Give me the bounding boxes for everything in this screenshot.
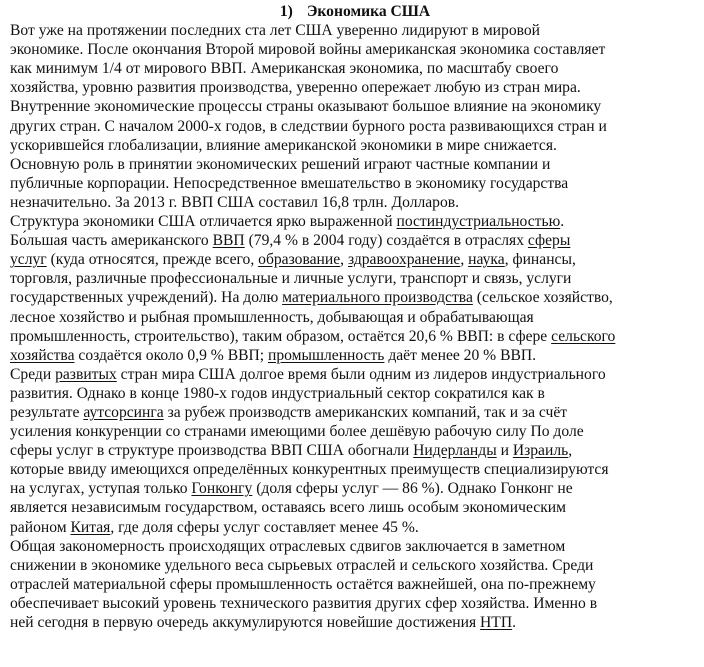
- text-line: [10, 231, 700, 250]
- text-line: [10, 460, 700, 479]
- text-run: ускорившейся глобализации, влияние американской экономики в мире снижается.: [10, 136, 557, 154]
- text-run: ,: [568, 442, 573, 460]
- text-line: [10, 613, 700, 632]
- text-line: [10, 422, 700, 441]
- hyperlink[interactable]: материального производства: [282, 289, 473, 307]
- text-run: усиления конкуренции со странами имеющими более дешёвую рабочую силу По доле: [10, 423, 584, 441]
- text-run: лесное хозяйство и рыбная промышленность, добывающая и обрабатывающая: [10, 308, 534, 326]
- text-line: [10, 59, 700, 78]
- text-run: Внутренние экономические процессы страны оказывают большое влияние на экономику: [10, 98, 602, 116]
- text-run: , финансы,: [504, 251, 576, 269]
- text-line: [10, 441, 700, 460]
- text-run: хозяйства, уровню развития производства, уверенно опережает любую из стран мира.: [10, 79, 581, 97]
- text-line: [10, 575, 700, 594]
- text-run: как минимум 1/4 от мирового ВВП. Американская экономика, по масштабу своего: [10, 60, 559, 78]
- text-run: незначительно. За 2013 г. ВВП США составил 16,8 трлн. Долларов.: [10, 193, 460, 211]
- text-run: публичные корпорации. Непосредственное вмешательство в экономику государства: [10, 174, 569, 192]
- text-run: ,: [340, 251, 348, 269]
- text-line: [10, 78, 700, 97]
- text-run: торговля, различные профессиональные и личные услуги, транспорт и связь, услуги: [10, 270, 572, 288]
- text-line: [10, 365, 700, 384]
- text-run: .: [560, 213, 565, 231]
- text-run: других стран. С началом 2000-х годов, в следствии бурного роста развивающихся стран и: [10, 117, 607, 135]
- text-run: ,: [460, 251, 469, 269]
- text-line: [10, 518, 700, 537]
- text-line: [10, 327, 700, 346]
- text-line: [10, 346, 700, 365]
- text-run: является независимым государством, оставаясь всего лишь особым экономическим: [10, 499, 566, 517]
- hyperlink[interactable]: образование: [258, 251, 341, 269]
- text-line: [10, 594, 700, 613]
- text-line: [10, 498, 700, 517]
- text-run: ней сегодня в первую очередь аккумулируются новейшие достижения: [10, 614, 481, 631]
- text-run: отраслей материальной сферы промышленность остаётся важнейшей, она по-прежнему: [10, 575, 596, 593]
- text-run: создаётся около 0,9 % ВВП;: [74, 346, 268, 364]
- text-run: развития. Однако в конце 1980-х годов индустриальный сектор сократился как в: [10, 384, 545, 402]
- text-run: обеспечивает высокий уровень технического развития других сфер хозяйства. Именно в: [10, 594, 598, 612]
- text-run: (79,4 % в 2004 году) создаётся в отраслях: [244, 232, 528, 250]
- hyperlink[interactable]: аутсорсинга: [83, 403, 164, 421]
- text-line: [10, 308, 700, 327]
- text-run: промышленность, строительство), таким образом, остаётся 20,6 % ВВП: в сфере: [10, 327, 552, 345]
- text-run: снижении в экономике удельного веса сырьевых отраслей и сельского хозяйства. Среди: [10, 556, 594, 574]
- text-run: районом: [10, 518, 71, 536]
- text-line: [10, 288, 700, 307]
- text-run: Среди: [10, 365, 56, 383]
- text-run: Бо́льшая часть американского: [10, 232, 213, 250]
- section-number: 1): [279, 3, 293, 20]
- text-run: стран мира США долгое время были одним из лидеров индустриального: [116, 365, 606, 383]
- hyperlink[interactable]: НТП: [480, 614, 513, 631]
- text-line: [10, 117, 700, 136]
- text-run: сферы услуг в структуре производства ВВП США обогнали: [10, 442, 414, 460]
- text-line: [10, 40, 700, 59]
- text-run: , где доля сферы услуг составляет менее 45 %.: [110, 518, 419, 536]
- text-run: Основную роль в принятии экономических решений играют частные компании и: [10, 155, 551, 173]
- text-line: [10, 155, 700, 174]
- text-line: [10, 269, 700, 288]
- text-run: экономике. После окончания Второй мировой войны американская экономика составляет: [10, 41, 606, 59]
- document-page: [10, 2, 700, 632]
- text-line: [10, 479, 700, 498]
- section-heading: [10, 2, 700, 21]
- text-run: Общая закономерность происходящих отраслевых сдвигов заключается в заметном: [10, 537, 566, 555]
- text-line: [10, 403, 700, 422]
- text-run: за рубеж производств американских компаний, так и за счёт: [163, 403, 568, 421]
- hyperlink[interactable]: Израиль: [512, 442, 569, 460]
- hyperlink[interactable]: Гонконгу: [191, 480, 253, 498]
- hyperlink[interactable]: Китая: [70, 518, 111, 536]
- hyperlink[interactable]: сельского: [551, 327, 616, 345]
- text-line: [10, 97, 700, 116]
- text-run: (сельское хозяйство,: [472, 289, 613, 307]
- text-line: [10, 537, 700, 556]
- text-line: [10, 250, 700, 269]
- text-run: на услугах, уступая только: [10, 480, 192, 498]
- text-line: [10, 136, 700, 155]
- text-run: которые ввиду имеющихся определённых конкурентных преимуществ специализируются: [10, 461, 609, 479]
- hyperlink[interactable]: наука: [468, 251, 505, 269]
- hyperlink[interactable]: хозяйства: [10, 346, 75, 364]
- text-line: [10, 556, 700, 575]
- text-run: .: [512, 614, 517, 631]
- hyperlink[interactable]: развитых: [55, 365, 117, 383]
- text-run: даёт менее 20 % ВВП.: [384, 346, 537, 364]
- text-run: Вот уже на протяжении последних ста лет США уверенно лидируют в мировой: [10, 22, 541, 40]
- hyperlink[interactable]: промышленность: [268, 346, 385, 364]
- text-line: [10, 174, 700, 193]
- body-text: [10, 21, 700, 632]
- hyperlink[interactable]: ВВП: [212, 232, 245, 250]
- text-run: Структура экономики США отличается ярко выраженной: [10, 213, 397, 231]
- text-run: (куда относятся, прежде всего,: [46, 251, 259, 269]
- text-line: [10, 212, 700, 231]
- section-title: Экономика США: [306, 3, 431, 20]
- text-line: [10, 21, 700, 40]
- text-run: (доля сферы услуг — 86 %). Однако Гонконг не: [252, 480, 573, 498]
- hyperlink[interactable]: услуг: [10, 251, 47, 269]
- hyperlink[interactable]: здравоохранение: [347, 251, 461, 269]
- text-run: и: [496, 442, 513, 460]
- text-run: результате: [10, 403, 84, 421]
- hyperlink[interactable]: сферы: [527, 232, 571, 250]
- text-line: [10, 193, 700, 212]
- text-run: государственных учреждений). На долю: [10, 289, 283, 307]
- text-line: [10, 384, 700, 403]
- hyperlink[interactable]: Нидерланды: [413, 442, 497, 460]
- hyperlink[interactable]: постиндустриальностью: [396, 213, 561, 231]
